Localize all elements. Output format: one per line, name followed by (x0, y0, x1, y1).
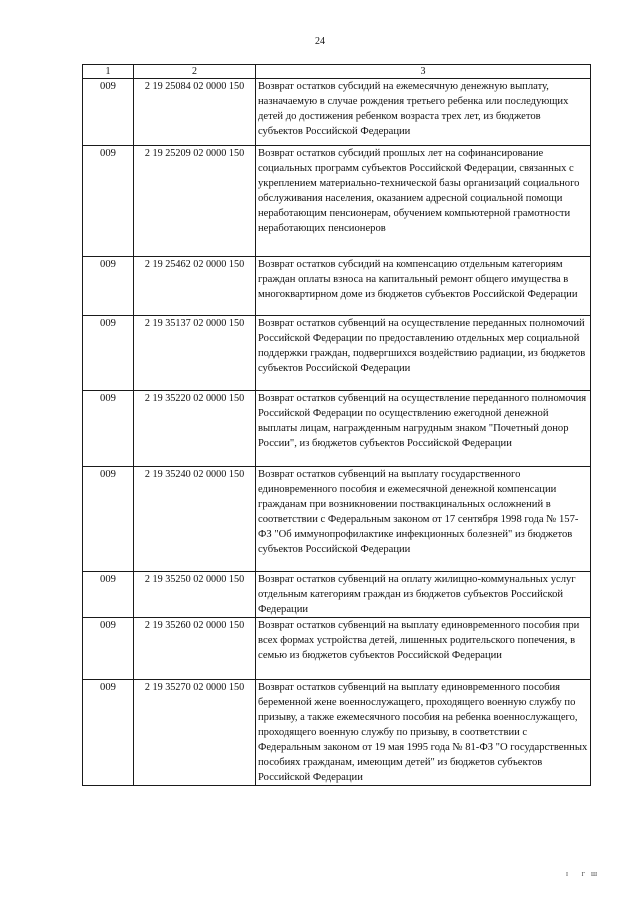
revenue-description: Возврат остатков субвенций на выплату единовременного пособия беременной жене военнослужащего, проходящего военную службу по призыву, а также ежемесячного пособия на ребенка военнослужащего, проходящего военную службу по призыву, в соответствии с Федеральным законом от 19 мая 1995 года № 81-ФЗ "О государственных пособиях гражданам, имеющим детей" из бюджетов субъектов Российской Федерации (256, 680, 591, 786)
admin-code: 009 (83, 467, 134, 572)
table-header-row (83, 65, 591, 79)
table-row (83, 680, 591, 786)
revenue-description: Возврат остатков субвенций на осуществление переданного полномочия Российской Федерации по осуществлению ежегодной денежной выплаты лицам, награжденным нагрудным знаком "Почетный донор России", из бюджетов субъектов Российской Федерации (256, 391, 591, 467)
revenue-description: Возврат остатков субсидий на компенсацию отдельным категориям граждан оплаты взноса на капитальный ремонт общего имущества в многоквартирном доме из бюджетов субъектов Российской Федерации (256, 257, 591, 316)
table-row (83, 79, 591, 146)
admin-code: 009 (83, 257, 134, 316)
table-row (83, 391, 591, 467)
column-header-3: 3 (256, 65, 591, 79)
table-row (83, 316, 591, 391)
column-header-2: 2 (134, 65, 256, 79)
admin-code: 009 (83, 618, 134, 680)
footer-mark: I ГШ (566, 872, 604, 878)
admin-code: 009 (83, 79, 134, 146)
table-row (83, 572, 591, 618)
revenue-description: Возврат остатков субсидий на ежемесячную денежную выплату, назначаемую в случае рождения третьего ребенка или последующих детей до достижения ребенком возраста трех лет, из бюджетов субъектов Российской Федерации (256, 79, 591, 146)
table-row (83, 618, 591, 680)
table-row (83, 467, 591, 572)
budget-classification-code: 2 19 25209 02 0000 150 (134, 146, 256, 257)
admin-code: 009 (83, 391, 134, 467)
revenue-description: Возврат остатков субвенций на осуществление переданных полномочий Российской Федерации по предоставлению отдельных мер социальной поддержки граждан, подвергшихся воздействию радиации, из бюджетов субъектов Российской Федерации (256, 316, 591, 391)
budget-classification-code: 2 19 25084 02 0000 150 (134, 79, 256, 146)
budget-classification-code: 2 19 25462 02 0000 150 (134, 257, 256, 316)
table-row (83, 257, 591, 316)
admin-code: 009 (83, 146, 134, 257)
budget-classification-code: 2 19 35270 02 0000 150 (134, 680, 256, 786)
budget-classification-code: 2 19 35260 02 0000 150 (134, 618, 256, 680)
revenue-description: Возврат остатков субсидий прошлых лет на софинансирование социальных программ субъектов Российской Федерации, связанных с укреплением материально-технической базы организаций социального обслуживания населения, оказанием адресной социальной помощи неработающим пенсионерам, обучением компьютерной грамотности неработающих пенсионеров (256, 146, 591, 257)
revenue-description: Возврат остатков субвенций на оплату жилищно-коммунальных услуг отдельным категориям граждан из бюджетов субъектов Российской Федерации (256, 572, 591, 618)
page-number: 24 (315, 36, 325, 47)
budget-classification-code: 2 19 35220 02 0000 150 (134, 391, 256, 467)
budget-classification-code: 2 19 35250 02 0000 150 (134, 572, 256, 618)
revenue-description: Возврат остатков субвенций на выплату государственного единовременного пособия и ежемесячной денежной компенсации гражданам при возникновении поствакцинальных осложнений в соответствии с Федеральным законом от 17 сентября 1998 года № 157-ФЗ "Об иммунопрофилактике инфекционных болезней" из бюджетов субъектов Российской Федерации (256, 467, 591, 572)
admin-code: 009 (83, 572, 134, 618)
column-header-1: 1 (83, 65, 134, 79)
budget-classification-code: 2 19 35240 02 0000 150 (134, 467, 256, 572)
budget-codes-table (82, 64, 591, 786)
revenue-description: Возврат остатков субвенций на выплату единовременного пособия при всех формах устройства детей, лишенных родительского попечения, в семью из бюджетов субъектов Российской Федерации (256, 618, 591, 680)
table-row (83, 146, 591, 257)
admin-code: 009 (83, 680, 134, 786)
budget-classification-code: 2 19 35137 02 0000 150 (134, 316, 256, 391)
admin-code: 009 (83, 316, 134, 391)
